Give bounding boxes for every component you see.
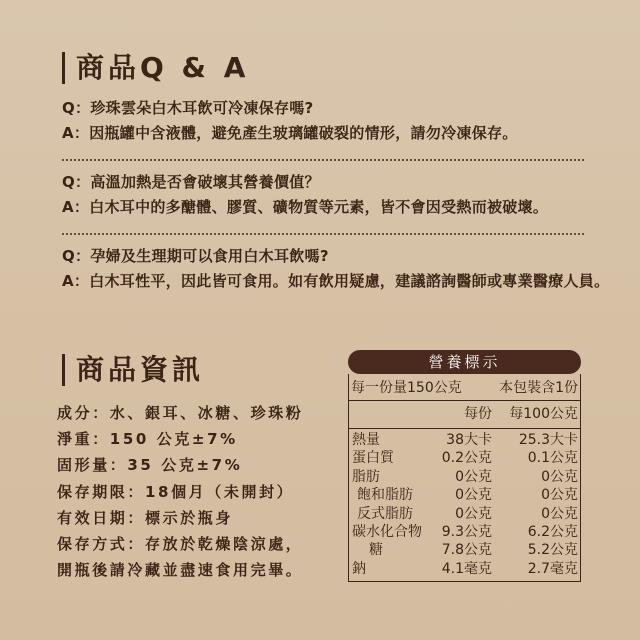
nutrient-per-100g: 0.1公克 [527,450,578,467]
answer-text: A：白木耳性平，因此皆可食用。如有飲用疑慮，建議諮詢醫師或專業醫療人員。 [62,272,610,290]
nutrition-row [349,560,580,578]
title-accent-bar [62,354,65,386]
nutrition-body [349,429,580,581]
info-title-text: 商品資訊 [76,353,205,386]
nutrition-row [349,486,580,504]
nutrition-box [348,374,581,582]
nutrient-label: 脂肪 [352,468,380,485]
nutrient-per-100g: 0公克 [541,487,578,504]
nutrient-label: 碳水化合物 [352,523,422,540]
nutrient-per-serving: 0公克 [455,487,492,504]
nutrient-label: 鈉 [352,560,366,577]
info-line-storage: 保存方式：存放於乾燥陰涼處， [57,534,304,553]
nutrition-title: 營養標示 [348,350,581,374]
qa-item [62,170,584,220]
title-accent-bar [62,52,65,84]
info-line-shelf-life: 保存期限：18個月（未開封） [57,482,295,501]
nutrient-per-100g: 6.2公克 [527,523,578,540]
nutrition-row [349,523,580,541]
nutrient-per-serving: 38大卡 [446,432,492,448]
info-line-net-weight: 淨重：150 公克±7% [57,430,238,449]
nutrition-row [349,468,580,486]
product-info-list [57,400,303,583]
dotted-divider [62,233,584,235]
info-line-solid-weight: 固形量：35 公克±7% [57,456,243,475]
nutrient-per-serving: 0公克 [455,468,492,485]
nutrient-per-serving: 0.2公克 [441,450,492,467]
qa-list [62,96,610,294]
info-section-title [62,353,204,387]
servings-per-pack: 本包裝含1份 [499,380,578,396]
nutrient-per-serving: 9.3公克 [441,523,492,540]
nutrient-per-100g: 0公克 [541,468,578,485]
nutrient-label: 反式脂肪 [357,505,413,522]
qa-title-text: 商品Q & A [76,51,250,84]
dotted-divider [62,159,584,161]
column-header-per-serving: 每份 [464,406,492,422]
nutrition-row [349,505,580,523]
info-line-after-opening: 開瓶後請冷藏並盡速食用完畢。 [57,561,304,580]
nutrient-per-serving: 4.1毫克 [441,560,492,577]
qa-section-title [62,51,249,85]
nutrient-per-100g: 25.3大卡 [518,432,578,448]
qa-item [62,96,584,146]
answer-text: A：白木耳中的多醣體、膠質、礦物質等元素，皆不會因受熱而被破壞。 [62,198,549,216]
nutrient-label: 熱量 [352,432,380,448]
nutrient-per-100g: 0公克 [541,505,578,522]
nutrition-row [349,449,580,467]
info-line-ingredients: 成分：水、銀耳、冰糖、珍珠粉 [57,404,304,422]
info-line-expiry: 有效日期：標示於瓶身 [57,508,234,527]
nutrient-per-100g: 5.2公克 [527,542,578,559]
nutrient-label: 糖 [369,542,383,559]
nutrient-per-serving: 7.8公克 [441,542,492,559]
qa-item [62,244,610,294]
serving-row [349,374,580,401]
nutrient-per-100g: 2.7毫克 [527,560,578,577]
nutrition-row [349,431,580,449]
nutrition-row [349,541,580,559]
nutrient-label: 蛋白質 [352,450,394,467]
question-text: Q：高溫加熱是否會破壞其營養價值？ [62,173,320,191]
column-header-blank [352,401,426,428]
answer-text: A：因瓶罐中含液體，避免產生玻璃罐破裂的情形，請勿冷凍保存。 [62,124,518,142]
question-text: Q：珍珠雲朵白木耳飲可冷凍保存嗎? [62,99,314,117]
nutrition-column-header [349,401,580,429]
column-header-per-100g: 每100公克 [509,406,578,422]
serving-size: 每一份量150公克 [351,380,462,396]
question-text: Q：孕婦及生理期可以食用白木耳飲嗎? [62,247,329,265]
nutrition-table [348,350,581,582]
nutrient-per-serving: 0公克 [455,505,492,522]
nutrient-label: 飽和脂肪 [357,487,413,504]
